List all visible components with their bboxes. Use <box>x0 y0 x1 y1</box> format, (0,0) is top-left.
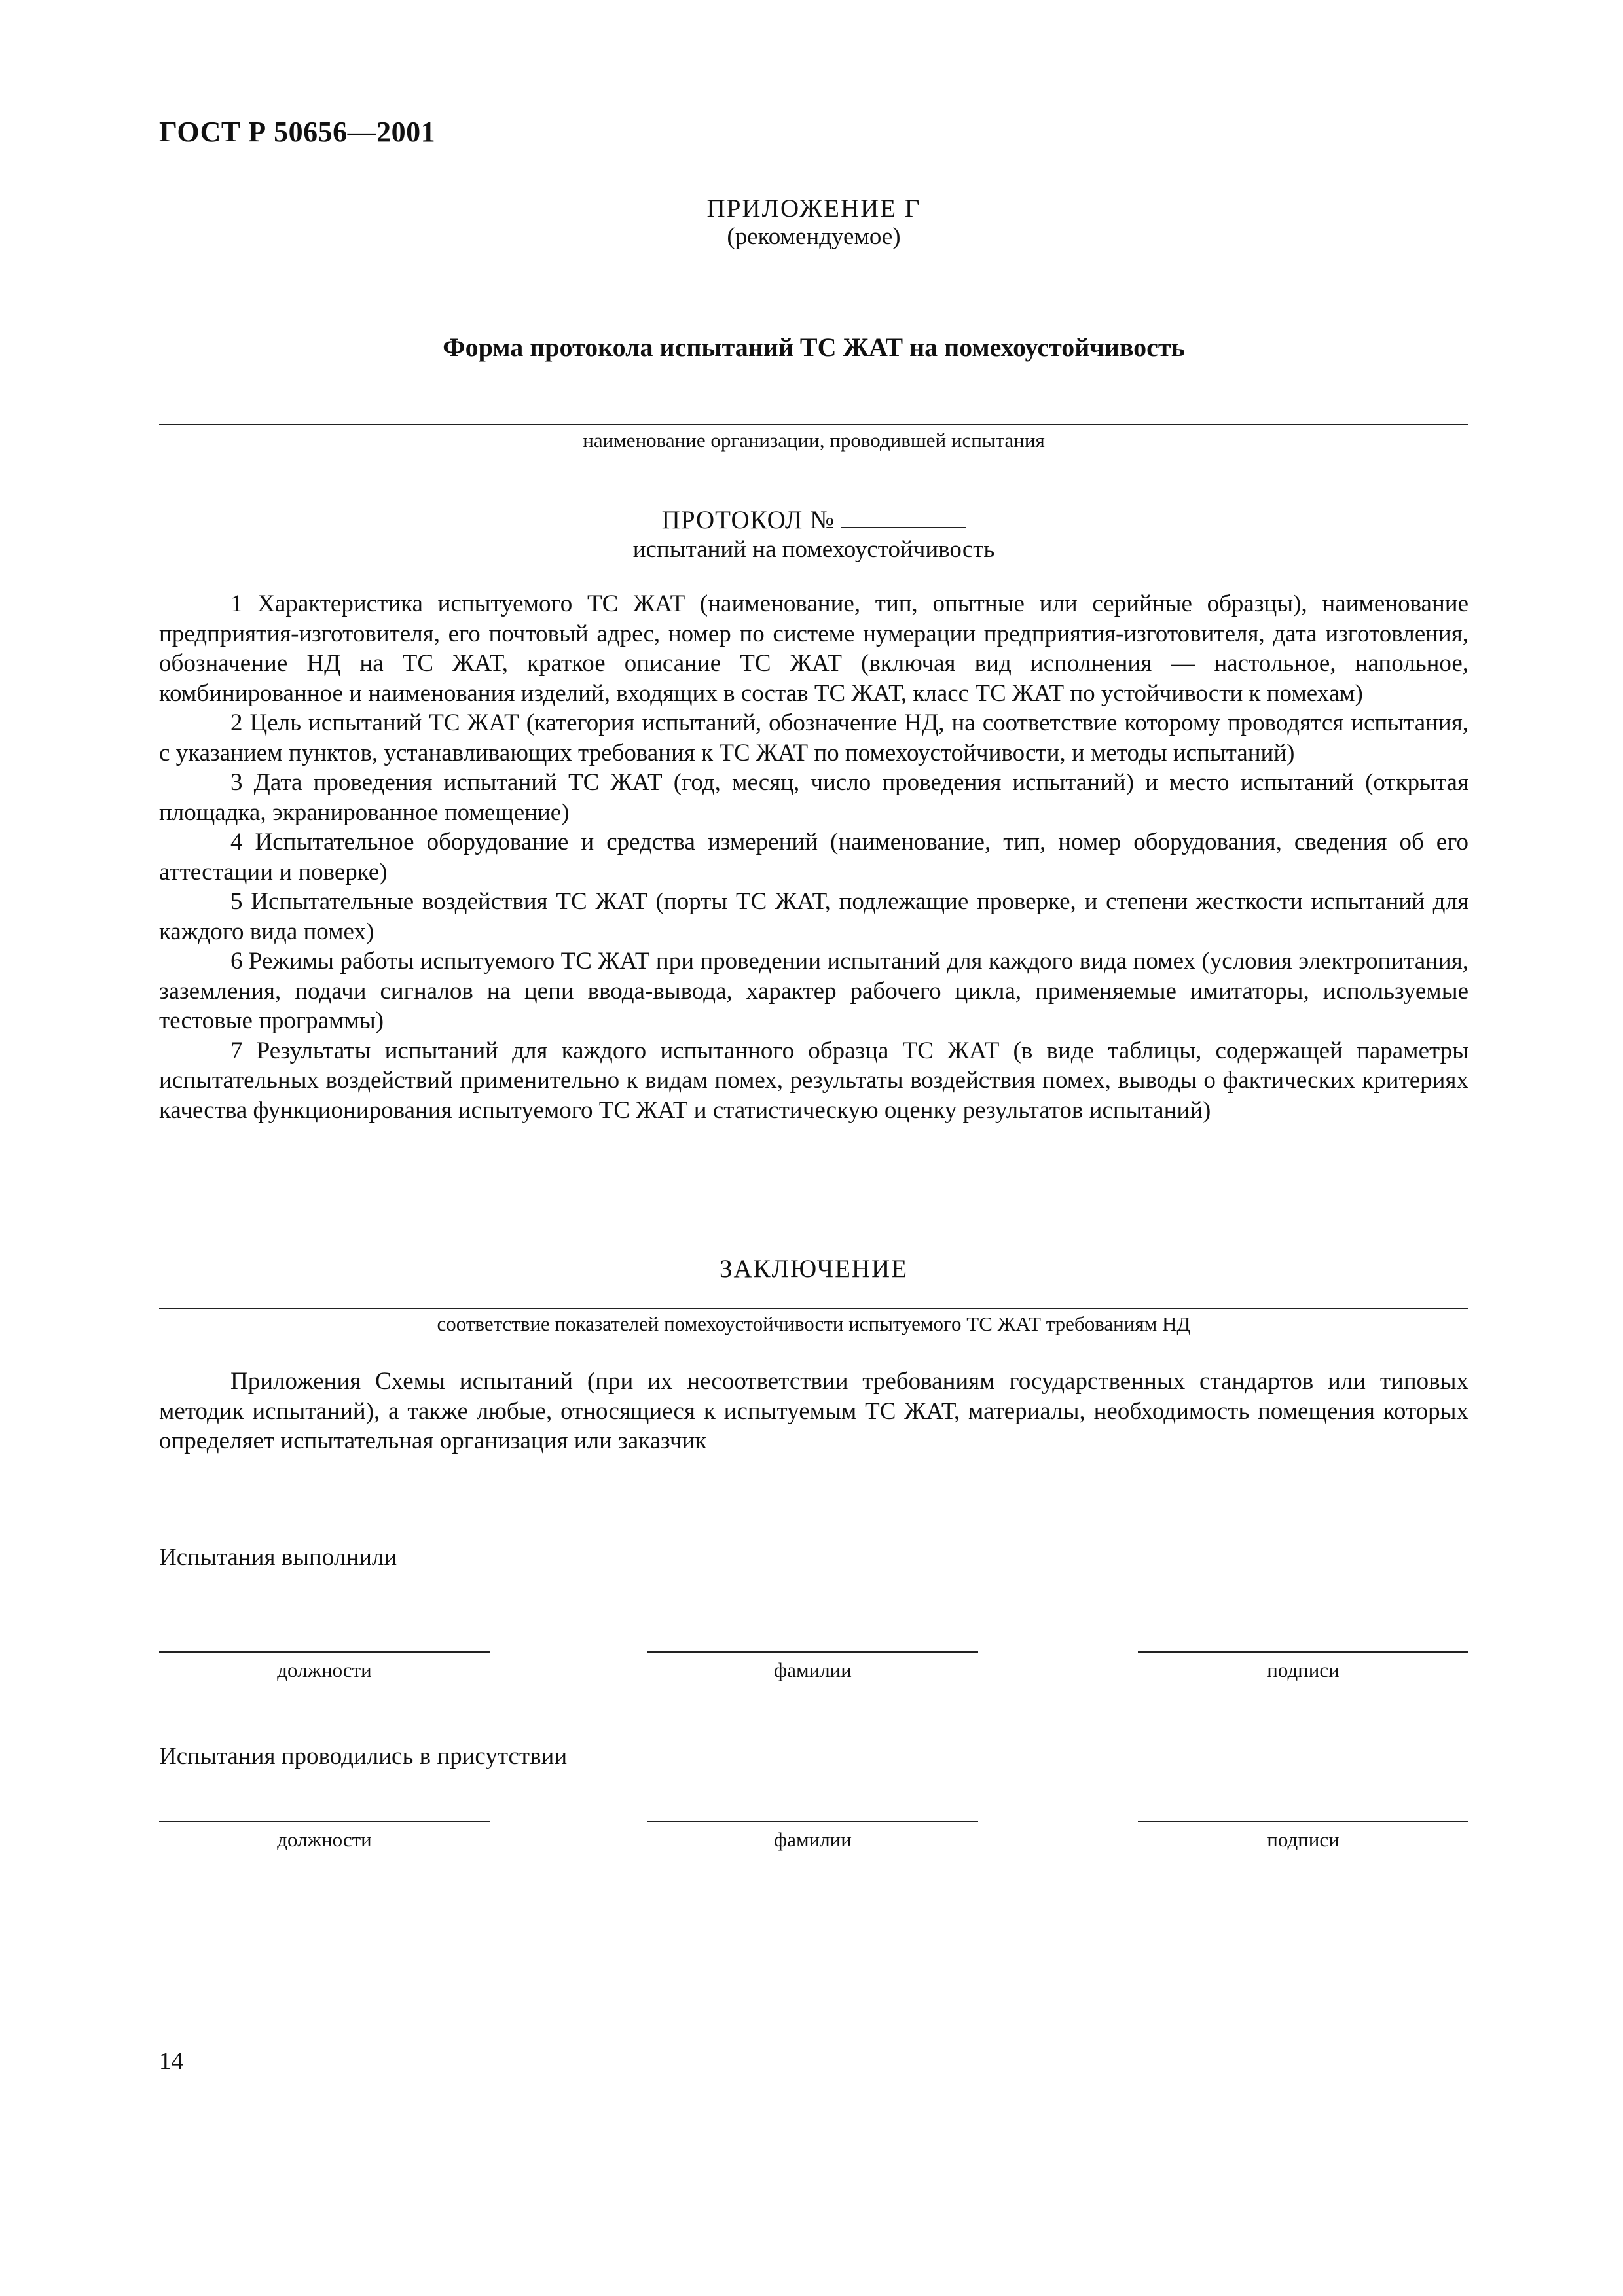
protocol-title-text: ПРОТОКОЛ № <box>661 506 835 534</box>
protocol-subtitle: испытаний на помехоустойчивость <box>632 536 995 563</box>
position-caption: должности <box>277 1828 372 1851</box>
signature-caption: подписи <box>1267 1659 1340 1681</box>
position-line <box>159 1651 490 1653</box>
protocol-item: 1 Характеристика испытуемого ТС ЖАТ (наименование, тип, опытные или серийные образцы), наименование предприятия-изготовителя, его почтовый адрес, номер по системе нумерации предприятия-изготовителя, дата изготовления, обозначение НД на ТС ЖАТ, краткое описание ТС ЖАТ (включая вид исполнения — настольное, напольное, комбинированное и наименования изделий, входящих в состав ТС ЖАТ, класс ТС ЖАТ по устойчивости к помехам) <box>159 590 1468 707</box>
conclusion-title: ЗАКЛЮЧЕНИЕ <box>719 1255 909 1283</box>
protocol-item: 4 Испытательное оборудование и средства измерений (наименование, тип, номер оборудования, сведения об его аттестации и поверке) <box>159 829 1468 886</box>
signature-caption: подписи <box>1267 1828 1340 1851</box>
protocol-item: 6 Режимы работы испытуемого ТС ЖАТ при проведении испытаний для каждого вида помех (условия электропитания, заземления, подачи сигналов на цепи ввода-вывода, характер рабочего цикла, применяемые имитаторы, используемые тестовые программы) <box>159 948 1468 1034</box>
protocol-number-blank <box>841 507 966 528</box>
conclusion-caption: соответствие показателей помехоустойчивости испытуемого ТС ЖАТ требованиям НД <box>437 1312 1191 1335</box>
protocol-title <box>159 505 1468 535</box>
protocol-item: 2 Цель испытаний ТС ЖАТ (категория испытаний, обозначение НД, на соответствие которому проводятся испытания, с указанием пунктов, устанавливающих требования к ТС ЖАТ по помехоустойчивости, и методы испытаний) <box>159 709 1468 766</box>
signature-line <box>1138 1651 1468 1653</box>
form-title: Форма протокола испытаний ТС ЖАТ на помехоустойчивость <box>443 332 1185 362</box>
appendix-note <box>159 1367 1468 1456</box>
page-number: 14 <box>159 2048 183 2075</box>
appendix-note-text: Приложения Схемы испытаний (при их несоответствии требованиям государственных стандартов или типовых методик испытаний), а также любые, относящиеся к испытуемым ТС ЖАТ, материалы, необходимость помещения которых определяет испытательная организация или заказчик <box>159 1368 1468 1454</box>
surname-caption: фамилии <box>774 1659 852 1681</box>
conclusion-line <box>159 1308 1468 1309</box>
protocol-item: 3 Дата проведения испытаний ТС ЖАТ (год, месяц, число проведения испытаний) и место испытаний (открытая площадка, экранированное помещение) <box>159 769 1468 826</box>
surname-line <box>647 1651 978 1653</box>
standard-code: ГОСТ Р 50656—2001 <box>159 116 436 148</box>
surname-caption: фамилии <box>774 1828 852 1851</box>
surname-line <box>647 1821 978 1822</box>
appendix-title: ПРИЛОЖЕНИЕ Г <box>706 194 921 223</box>
protocol-item: 5 Испытательные воздействия ТС ЖАТ (порты ТС ЖАТ, подлежащие проверке, и степени жесткости испытаний для каждого вида помех) <box>159 888 1468 945</box>
appendix-subtitle: (рекомендуемое) <box>727 223 901 250</box>
position-line <box>159 1821 490 1822</box>
performed-by-label: Испытания выполнили <box>159 1544 397 1571</box>
organization-line <box>159 424 1468 425</box>
organization-caption: наименование организации, проводившей испытания <box>583 429 1045 452</box>
position-caption: должности <box>277 1659 372 1681</box>
protocol-items <box>159 589 1468 1125</box>
protocol-item: 7 Результаты испытаний для каждого испытанного образца ТС ЖАТ (в виде таблицы, содержащей параметры испытательных воздействий применительно к видам помех, результаты воздействия помех, выводы о фактических критериях качества функционирования испытуемого ТС ЖАТ и статистическую оценку результатов испытаний) <box>159 1037 1468 1124</box>
signature-line <box>1138 1821 1468 1822</box>
witnessed-by-label: Испытания проводились в присутствии <box>159 1743 568 1770</box>
